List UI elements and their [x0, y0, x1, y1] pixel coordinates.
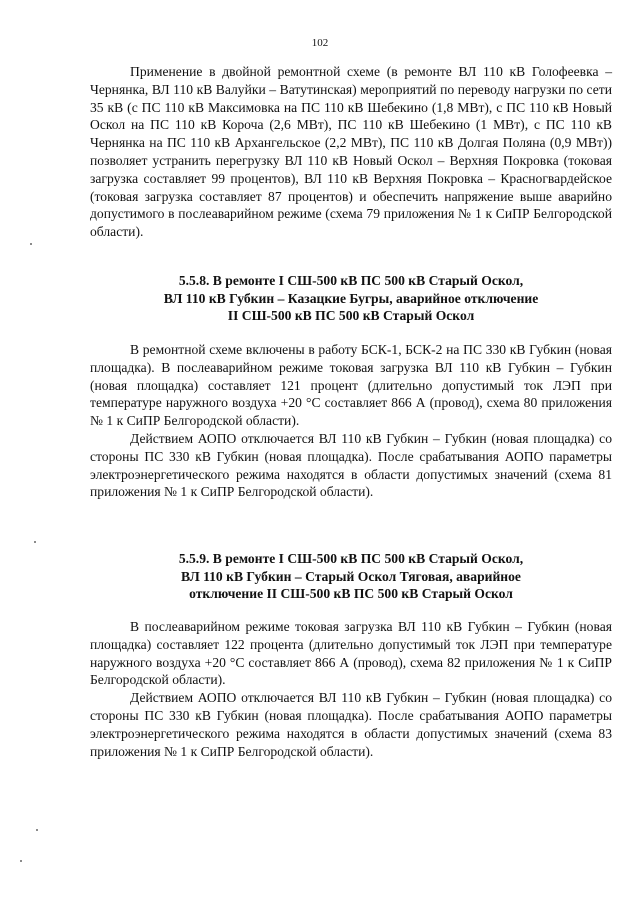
heading-line: ВЛ 110 кВ Губкин – Старый Оскол Тяговая, аварийное [181, 568, 521, 584]
heading-line: 5.5.8. В ремонте I СШ-500 кВ ПС 500 кВ Старый Оскол, [178, 273, 524, 288]
heading-line: ВЛ 110 кВ Губкин – Казацкие Бугры, аварийное отключение [163, 290, 539, 306]
body-paragraph: В послеаварийном режиме токовая загрузка ВЛ 110 кВ Губкин – Губкин (новая площадка) составляет 122 процента (длительно допустимый ток ЛЭП при температуре наружного воздуха +20 °С составляет 866 А (провод), схема 82 приложения № 1 к СиПР Белгородской области). [90, 619, 612, 688]
scan-speck [30, 243, 32, 245]
section-5-5-8-body [90, 341, 612, 501]
scan-speck [36, 829, 38, 831]
intro-block [90, 63, 612, 241]
section-5-5-8-heading [90, 272, 612, 325]
heading-line: отключение II СШ-500 кВ ПС 500 кВ Старый Оскол [189, 586, 513, 601]
body-paragraph: Действием АОПО отключается ВЛ 110 кВ Губкин – Губкин (новая площадка) со стороны ПС 330 кВ Губкин (новая площадка). После срабатывания АОПО параметры электроэнергетического режима находятся в области допустимых значений (схема 81 приложения № 1 к СиПР Белгородской области). [90, 430, 612, 500]
intro-paragraph: Применение в двойной ремонтной схеме (в ремонте ВЛ 110 кВ Голофеевка – Чернянка, ВЛ 110 кВ Валуйки – Ватутинская) мероприятий по переводу нагрузки по сети 35 кВ (с ПС 110 кВ Максимовка на ПС 110 кВ Шебекино (1,8 МВт), с ПС 110 кВ Новый Оскол на ПС 110 кВ Короча (2,6 МВт), ПС 110 кВ Шебекино (1 МВт), с ПС 110 кВ Чернянка на ПС 110 кВ Архангельское (2,2 МВт), ПС 110 кВ Долгая Поляна (0,9 МВт)) позволяет устранить перегрузку ВЛ 110 кВ Новый Оскол – Верхняя Покровка (токовая загрузка составляет 99 процентов), ВЛ 110 кВ Верхняя Покровка – Красногвардейское (токовая загрузка составляет 87 процентов) и обеспечить напряжение выше аварийно допустимого в послеаварийном режиме (схема 79 приложения № 1 к СиПР Белгородской области). [90, 64, 612, 240]
heading-line: II СШ-500 кВ ПС 500 кВ Старый Оскол [227, 308, 475, 323]
body-paragraph: В ремонтной схеме включены в работу БСК-1, БСК-2 на ПС 330 кВ Губкин (новая площадка). В послеаварийном режиме токовая загрузка ВЛ 110 кВ Губкин – Губкин (новая площадка) составляет 121 процент (длительно допустимый ток ЛЭП при температуре наружного воздуха +20 °С составляет 866 А (провод), схема 80 приложения № 1 к СиПР Белгородской области). [90, 342, 612, 429]
body-paragraph: Действием АОПО отключается ВЛ 110 кВ Губкин – Губкин (новая площадка) со стороны ПС 330 кВ Губкин (новая площадка). После срабатывания АОПО параметры электроэнергетического режима находятся в области допустимых значений (схема 83 приложения № 1 к СиПР Белгородской области). [90, 690, 612, 759]
section-5-5-9-heading [90, 550, 612, 603]
page-number: 102 [311, 37, 329, 49]
scan-speck [34, 541, 36, 543]
heading-line: 5.5.9. В ремонте I СШ-500 кВ ПС 500 кВ Старый Оскол, [178, 551, 524, 566]
section-5-5-9-body [90, 618, 612, 760]
scan-speck [20, 860, 22, 862]
